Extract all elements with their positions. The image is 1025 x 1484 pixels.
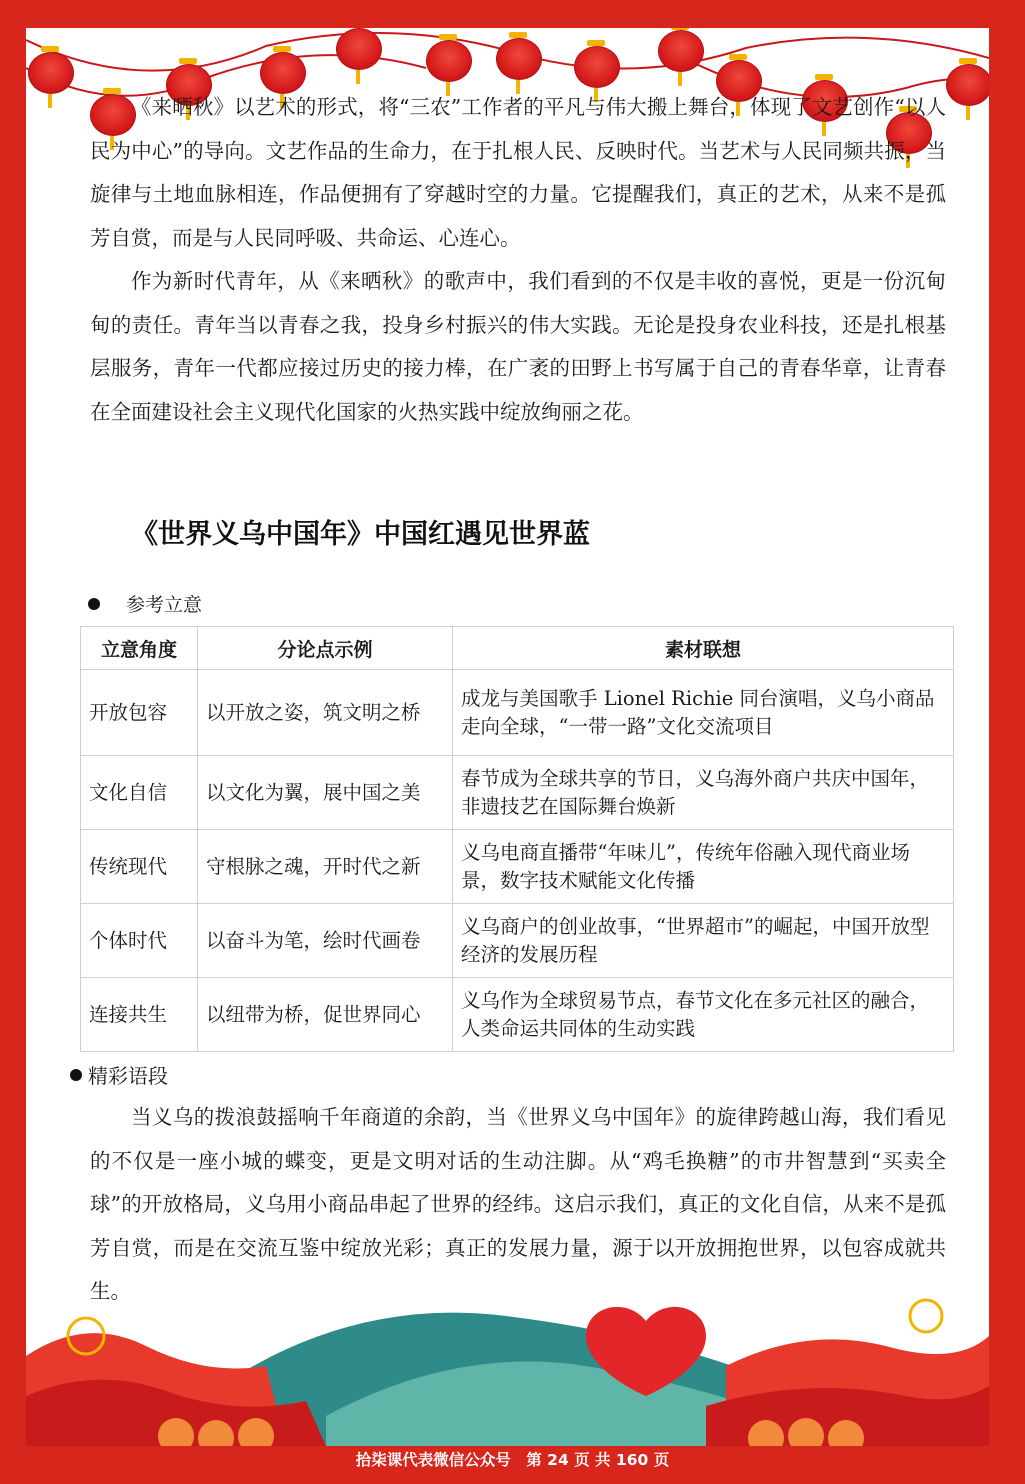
table-row [81, 904, 954, 978]
table-header: 分论点示例 [198, 627, 453, 670]
table-cell: 守根脉之魂，开时代之新 [198, 830, 453, 904]
page-sheet [26, 28, 989, 1446]
table-cell: 以开放之姿，筑文明之桥 [198, 670, 453, 756]
table-cell: 春节成为全球共享的节日，义乌海外商户共庆中国年，非遗技艺在国际舞台焕新 [453, 756, 954, 830]
table-cell: 以文化为翼，展中国之美 [198, 756, 453, 830]
table-cell: 开放包容 [81, 670, 198, 756]
reference-table [80, 626, 954, 1052]
reference-bullet [88, 590, 202, 617]
table-header: 素材联想 [453, 627, 954, 670]
lantern-icon [658, 28, 702, 86]
table-row [81, 830, 954, 904]
table-cell: 义乌作为全球贸易节点，春节文化在多元社区的融合，人类命运共同体的生动实践 [453, 978, 954, 1052]
table-cell: 义乌商户的创业故事，“世界超市”的崛起，中国开放型经济的发展历程 [453, 904, 954, 978]
table-cell: 成龙与美国歌手 Lionel Richie 同台演唱，义乌小商品走向全球，“一带一路”文化交流项目 [453, 670, 954, 756]
table-cell: 个体时代 [81, 904, 198, 978]
reference-label: 参考立意 [126, 594, 203, 616]
lantern-icon [946, 58, 989, 120]
page-footer: 拾柒课代表微信公众号 第 24 页 共 160 页 [355, 1451, 670, 1469]
lantern-icon [496, 32, 540, 94]
table-row [81, 670, 954, 756]
intro-paragraph-2: 作为新时代青年，从《来晒秋》的歌声中，我们看到的不仅是丰收的喜悦，更是一份沉甸甸的责任。青年当以青春之我，投身乡村振兴的伟大实践。无论是投身农业科技，还是扎根基层服务，青年一代都应接过历史的接力棒，在广袤的田野上书写属于自己的青春华章，让青春在全面建设社会主义现代化国家的火热实践中绽放绚丽之花。 [90, 269, 946, 424]
table-header-row [81, 627, 954, 670]
table-cell: 以纽带为桥，促世界同心 [198, 978, 453, 1052]
lantern-icon [28, 46, 72, 108]
bullet-icon [70, 1069, 82, 1081]
table-cell: 文化自信 [81, 756, 198, 830]
table-cell: 连接共生 [81, 978, 198, 1052]
section-title: 《世界义乌中国年》中国红遇见世界蓝 [131, 519, 590, 550]
table-row [81, 978, 954, 1052]
table-header: 立意角度 [81, 627, 198, 670]
bullet-icon [88, 598, 100, 610]
table-row [81, 756, 954, 830]
lantern-icon [336, 28, 380, 84]
excerpt-label: 精彩语段 [88, 1064, 168, 1088]
table-cell: 以奋斗为笔，绘时代画卷 [198, 904, 453, 978]
table-cell: 传统现代 [81, 830, 198, 904]
excerpt-bullet [70, 1060, 168, 1089]
intro-paragraph-1: 《来晒秋》以艺术的形式，将“三农”工作者的平凡与伟大搬上舞台，体现了文艺创作“以人民为中心”的导向。文艺作品的生命力，在于扎根人民、反映时代。当艺术与人民同频共振，当旋律与土地血脉相连，作品便拥有了穿越时空的力量。它提醒我们，真正的艺术，从来不是孤芳自赏，而是与人民同呼吸、共命运、心连心。 [90, 95, 946, 250]
festive-wave-decoration [26, 1276, 989, 1446]
excerpt-paragraph: 当义乌的拨浪鼓摇响千年商道的余韵，当《世界义乌中国年》的旋律跨越山海，我们看见的不仅是一座小城的蝶变，更是文明对话的生动注脚。从“鸡毛换糖”的市井智慧到“买卖全球”的开放格局，义乌用小商品串起了世界的经纬。这启示我们，真正的文化自信，从来不是孤芳自赏，而是在交流互鉴中绽放光彩；真正的发展力量，源于以开放拥抱世界，以包容成就共生。 [90, 1105, 946, 1303]
table-cell: 义乌电商直播带“年味儿”，传统年俗融入现代商业场景，数字技术赋能文化传播 [453, 830, 954, 904]
